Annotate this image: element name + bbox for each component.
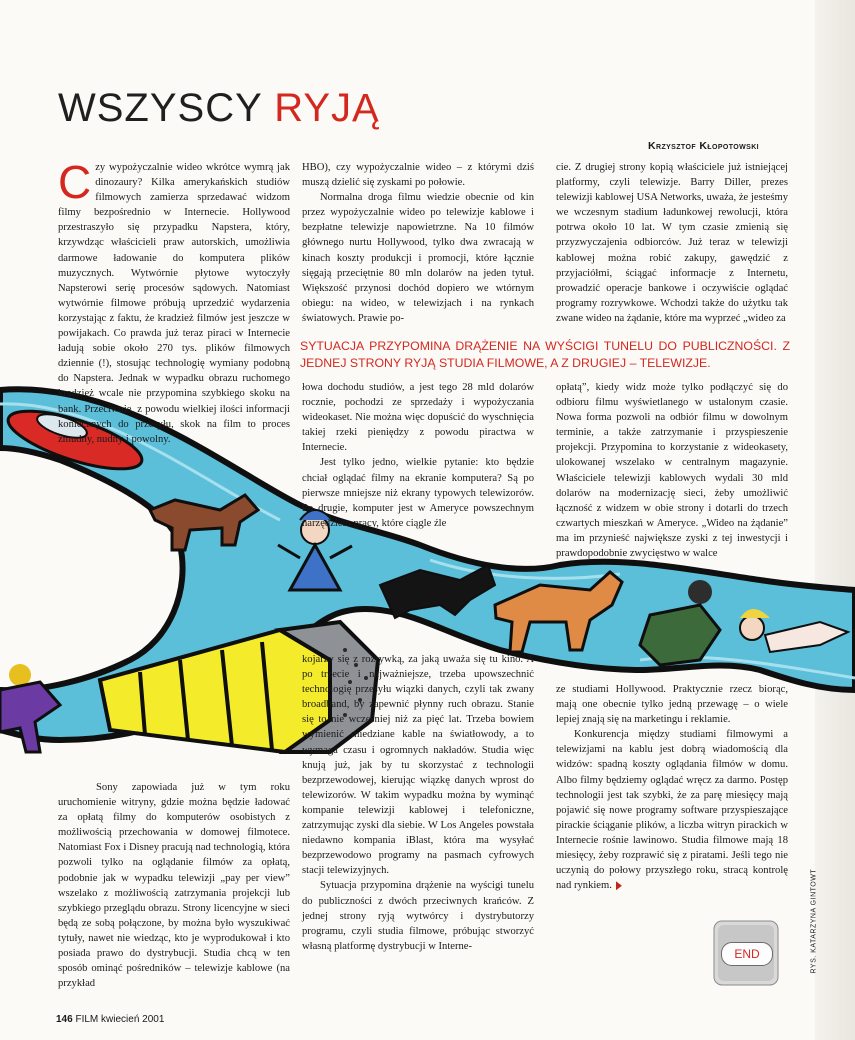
article-title xyxy=(58,86,380,131)
column-3-paragraph: cie. Z drugiej strony kopią właściciele już istniejącej platformy, czyli telewizje. Barry Diller, prezes telewizji kablowej USA Networks, uważa, że jesteśmy we wczesnym stadium ładunkowej rewolucji, która potrwa około 10 lat. W tym czasie zmienią się przyzwyczajenia odbiorców. Już teraz w telewizji kablowej można robić zakupy, gawędzić z przyjaciółmi, ściągać informacje z Internetu, prowadzić operacje bankowe i oczywiście oglądać programy rozrywkowe. Wchodzi także do użytku tak zwane wideo na żądanie, które ma wyprzeć „wideo za xyxy=(556,162,788,324)
illustration-credit-text: RYS. KATARZYNA GINTOWT xyxy=(810,868,818,974)
column-3-paragraph-2: opłatą”, kiedy widz może tylko podłączyć się do odbioru filmu wyświetlanego w ustalonym czasie. Nowa forma pozwoli na odbiór filmu w dowolnym terminie, a także zatrzymanie i przyspieszenie projekcji. Przypomina to korzystanie z wideokasety, ulokowanej wszelako w centralnym magazynie. Właściciele telewizji kablowych wydali 30 mld dolarów na modernizację sieci, żeby umożliwić łączność z widzem w obie strony i dotarli do trzech czwartych mieszkań w Ameryce. „Wideo na żądanie” ma im przynieść największe zyski z tej inwestycji i prawdopodobnie zwycięstwo w walce xyxy=(556,382,788,560)
column-2-top xyxy=(302,160,534,326)
column-3-paragraph-4 xyxy=(556,727,788,893)
end-label: END xyxy=(721,942,773,966)
issue-date: kwiecień 2001 xyxy=(101,1014,165,1025)
pull-quote: SYTUACJA PRZYPOMINA DRĄŻENIE NA WYŚCIGI TUNELU DO PUBLICZNOŚCI. Z JEDNEJ STRONY RYJĄ STUDIA FILMOWE, A Z DRUGIEJ – TELEWIZJE. xyxy=(300,339,790,370)
illustration-credit xyxy=(808,868,820,980)
title-word-2: RYJĄ xyxy=(274,86,380,130)
column-2-bottom xyxy=(302,652,534,954)
column-1-paragraph-2: Sony zapowiada już w tym roku uruchomienie witryny, gdzie można będzie ładować za opłatą filmy do komputerów osobistych z możliwością przechowania w domowej filmotece. Natomiast Fox i Disney pracują nad technologią, która pozwoli tylko na oglądanie filmów za opłatą, podobnie jak w wypadku telewizji „pay per view” wszelako z możliwością zatrzymania projekcji lub szybkiego przeglądu obrazu. Strony licencyjne w sieci będą ze sobą połączone, by można było wyszukiwać tytuły, nawet nie wiedząc, kto je wyprodukował i kto posiada prawo do dystrybucji. Studia chcą w ten sposób ominąć pośredników – telewizje kablowe (na przykład xyxy=(58,782,290,990)
column-3-top xyxy=(556,160,788,326)
column-3-bottom xyxy=(556,682,788,893)
column-2-paragraph-1: HBO), czy wypożyczalnie wideo – z którymi dziś muszą dzielić się zyskami po połowie. xyxy=(302,162,534,189)
column-2-paragraph-3: łowa dochodu studiów, a jest tego 28 mld dolarów rocznie, pochodzi ze sprzedaży i wypożyczania wideokaset. Nie można więc dopuścić do wyschnięcia takiej rzeki pieniędzy z powodu piractwa w Internecie. xyxy=(302,382,534,454)
column-3-paragraph-3: ze studiami Hollywood. Praktycznie rzecz biorąc, mają one obecnie tylko jedną przewagę – o wiele lepiej znają się na marketingu i reklamie. xyxy=(556,684,788,726)
column-2-paragraph-5: kojarzy się z rozrywką, za jaką uważa się tu kino. A po trzecie i najważniejsze, trzeba upowszechnić technologię przesyłu wiązki danych, czyli tak zwany broadband, by zapewnić płynny ruch obrazu. Stanie się to nie wcześniej niż za pięć lat. Trzeba bowiem wymienić miedziane kable na światłowody, a to wymaga czasu i ogromnych nakładów. Studia więc knują już, jak by tu skorzystać z technologii bezprzewodowej, kierując wiązkę danych wprost do telewizorów. W takim wypadku można by wyminąć kompanie telewizji kablowej i telefoniczne, zatrzymując zyski dla siebie. W Los Angeles powstała niedawno kompania iBlast, która ma wysyłać bezprzewodowo programy na pasmach cyfrowych stacji telewizyjnych. xyxy=(302,654,534,877)
column-3-paragraph-4-text: Konkurencja między studiami filmowymi a telewizjami na kablu jest dobrą wiadomością dla widzów: spadną koszty oglądania filmów w domu. Albo filmy będziemy oglądać wręcz za darmo. Postęp technologii jest tak szybki, że za parę miesięcy mają pojawić się nowe programy software przyspieszające pirackie ściąganie plików, a liczba witryn pirackich w Internecie rośnie lawinowo. Studia filmowe mają 18 miesięcy, żeby rozprawić się z piratami. Jeśli tego nie uczynią do połowy przyszłego roku, stracą kontrolę nad rynkiem. xyxy=(556,729,788,892)
magazine-name: FILM xyxy=(75,1014,99,1025)
page-footer xyxy=(56,1014,164,1025)
column-1-bottom xyxy=(58,780,290,991)
drop-cap: C xyxy=(58,156,92,208)
author-byline: Krzysztof Kłopotowski xyxy=(648,140,760,152)
column-3-middle xyxy=(556,380,788,561)
column-2-middle xyxy=(302,380,534,531)
column-1-top xyxy=(58,156,290,447)
column-2-paragraph-4: Jest tylko jedno, wielkie pytanie: kto będzie chciał oglądać filmy na ekranie komputera? Są po pierwsze mniejsze niż ekrany typowych telewizorów. Po drugie, komputer jest w Ameryce powszechnym narzędziem pracy, które ciągle źle xyxy=(302,457,534,529)
page-number: 146 xyxy=(56,1014,73,1025)
end-mark-icon xyxy=(616,881,622,890)
column-2-paragraph-6: Sytuacja przypomina drążenie na wyścigi tunelu do publiczności z dwóch przeciwnych krańców. Z jednej strony ryją wytwórcy i dystrybutorzy programu, czyli studia filmowe, próbując stworzyć własną platformę dystrybucji w Interne- xyxy=(302,880,534,952)
column-2-paragraph-2: Normalna droga filmu wiedzie obecnie od kin przez wypożyczalnie wideo po telewizje kablowe i bezpłatne telewizje napowietrzne. Na 10 filmów głównego nurtu Hollywood, tylko dwa zwracają w kinach koszty produkcji i promocji, które łącznie sięgają przeciętnie 80 mln dolarów na jeden tytuł. Większość przynosi dochód dopiero we wtórnym obiegu: na wideo, w telewizjach i na rynkach światowych. Prawie po- xyxy=(302,192,534,324)
title-word-1: WSZYSCY xyxy=(58,86,263,130)
end-badge xyxy=(713,920,779,986)
column-1-paragraph: zy wypożyczalnie wideo wkrótce wymrą jak dinozaury? Kilka amerykańskich studiów filmowych zamierza sprzedawać widzom filmy bezpośrednio w Internecie. Hollywood przestraszyło się przypadku Napstera, który, krzywdząc właścicieli praw autorskich, umożliwia darmowe ładowanie do komputera plików muzycznych. Wytwórnie płytowe wytoczyły Napsterowi serię procesów sądowych. Natomiast wytwórnie filmowe próbują uprzedzić wydarzenia korzystając z faktu, że kradzież filmów jest jeszcze w powijakach. Co prawda już teraz piraci w Internecie ładują sobie około 270 tys. plików filmowych dziennie (!), stosując technologię wymiany podobną do Napstera. Jednak w wypadku obrazu ruchomego kradzież wcale nie przypomina szybkiego skoku na bank. Przeciwnie, z powodu wielkiej ilości informacji koniecznych do przesyłu, skok na film to proces żmudny, nudny i powolny. xyxy=(58,162,290,445)
